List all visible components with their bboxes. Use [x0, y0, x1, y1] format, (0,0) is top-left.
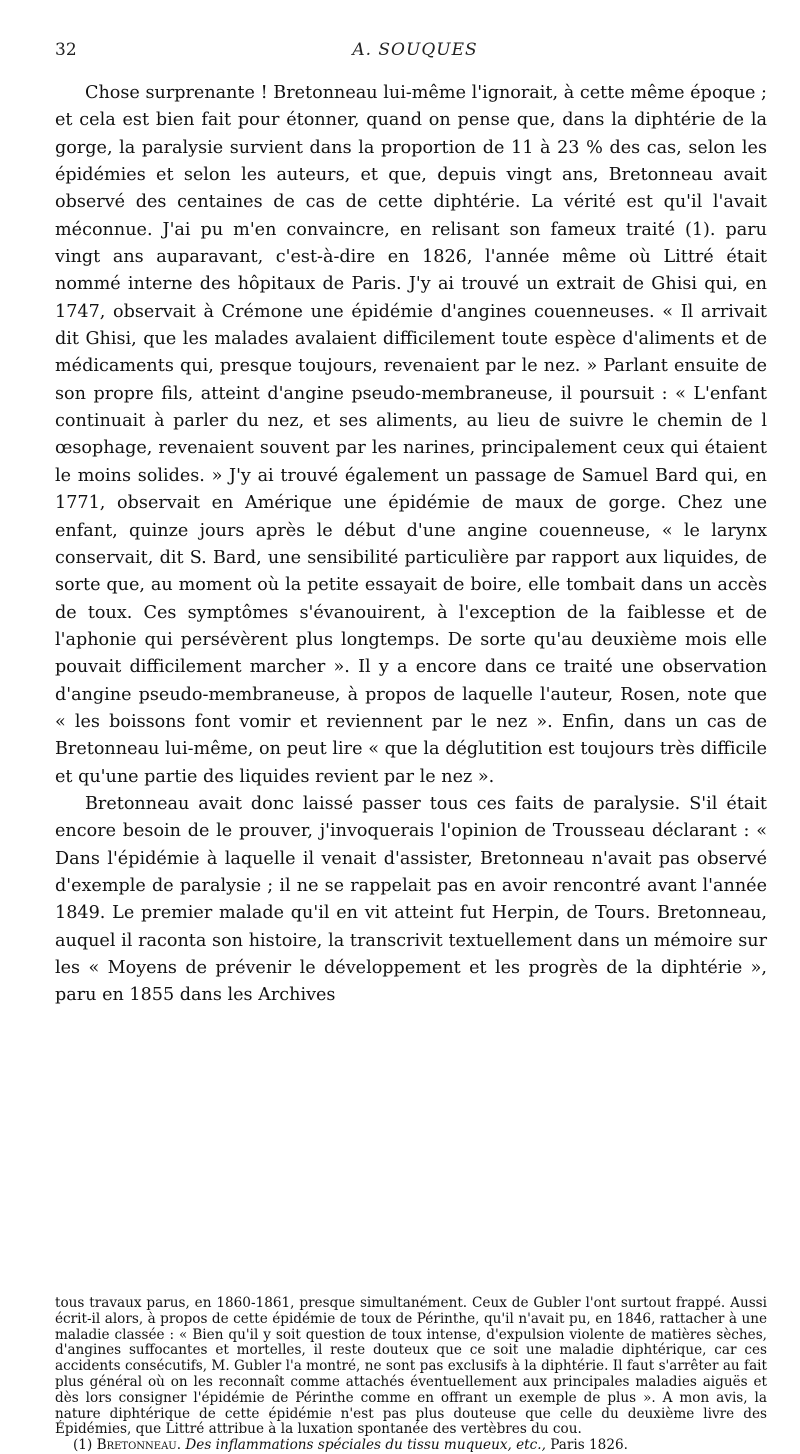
footnote-title: Des inflammations spéciales du tissu muqueux, etc.,: [185, 1437, 546, 1454]
paragraph: Bretonneau avait donc laissé passer tous ces faits de paralysie. S'il était encore besoin de le prouver, j'invoquerais l'opinion de Trousseau déclarant : « Dans l'épidémie à laquelle il venait d'assister, Bretonneau n'avait pas observé d'exemple de paralysie ; il ne se rappelait pas en avoir rencontré avant l'année 1849. Le premier malade qu'il en vit atteint fut Herpin, de Tours. Bretonneau, auquel il raconta son histoire, la transcrivit textuellement dans un mémoire sur les « Moyens de prévenir le développement et les progrès de la diphtérie », paru en 1855 dans les Archives: [55, 793, 767, 1006]
footnote-marker: (1): [73, 1437, 93, 1454]
footnote-1: [55, 1438, 767, 1454]
running-head: A. SOUQUES: [352, 40, 478, 60]
footnote-author: Bretonneau.: [96, 1437, 182, 1454]
paragraph: Chose surprenante ! Bretonneau lui-même l'ignorait, à cette même époque ; et cela est bien fait pour étonner, quand on pense que, dans la diphtérie de la gorge, la paralysie survient dans la proportion de 11 à 23 % des cas, selon les épidémies et selon les auteurs, et que, depuis vingt ans, Bretonneau avait observé des centaines de cas de cette diphtérie. La vérité est qu'il l'avait méconnue. J'ai pu m'en convaincre, en relisant son fameux traité (1). paru vingt ans auparavant, c'est-à-dire en 1826, l'année même où Littré était nommé interne des hôpitaux de Paris. J'y ai trouvé un extrait de Ghisi qui, en 1747, observait à Crémone une épidémie d'angines couenneuses. « Il arrivait dit Ghisi, que les malades avalaient difficilement toute espèce d'aliments et de médicaments qui, presque toujours, revenaient par le nez. » Parlant ensuite de son propre fils, atteint d'angine pseudo-membraneuse, il poursuit : « L'enfant continuait à parler du nez, et ses aliments, au lieu de suivre le chemin de l œsophage, revenaient souvent par les narines, principalement ceux qui étaient le moins solides. » J'y ai trouvé également un passage de Samuel Bard qui, en 1771, observait en Amérique une épidémie de maux de gorge. Chez une enfant, quinze jours après le début d'une angine couenneuse, « le larynx conservait, dit S. Bard, une sensibilité particulière par rapport aux liquides, de sorte que, au moment où la petite essayait de boire, elle tombait dans un accès de toux. Ces symptômes s'évanouirent, à l'exception de la faiblesse et de l'aphonie qui persévèrent plus longtemps. De sorte qu'au deuxième mois elle pouvait difficilement marcher ». Il y a encore dans ce traité une observation d'angine pseudo-membraneuse, à propos de laquelle l'auteur, Rosen, note que « les boissons font vomir et reviennent par le nez ». Enfin, dans un cas de Bretonneau lui-même, on peut lire « que la déglutition est toujours très difficile et qu'une partie des liquides revient par le nez ».: [55, 83, 767, 787]
body-text: [55, 80, 767, 1010]
footnotes: [55, 1296, 767, 1454]
page-number: 32: [55, 40, 77, 60]
page-header: [55, 40, 775, 62]
footnote-rest: Paris 1826.: [550, 1437, 628, 1454]
footnote-continuation: tous travaux parus, en 1860-1861, presque simultanément. Ceux de Gubler l'ont surtout frappé. Aussi écrit-il alors, à propos de cette épidémie de toux de Périnthe, qu'il n'avait pu, en 1846, rattacher à une maladie classée : « Bien qu'il y soit question de toux intense, d'expulsion violente de matières sèches, d'angines suffocantes et mortelles, il reste douteux que ce soit une maladie diphtérique, car ces accidents consécutifs, M. Gubler l'a montré, ne sont pas exclusifs à la diphtérie. Il faut s'arrêter au fait plus général où on les reconnaît comme attachés éventuellement aux principales maladies aiguës et dès lors consigner l'épidémie de Périnthe comme en offrant un exemple de plus ». A mon avis, la nature diphtérique de cette épidémie n'est pas plus douteuse que celle du deuxième livre des Épidémies, que Littré attribue à la luxation spontanée des vertèbres du cou.: [55, 1295, 767, 1438]
